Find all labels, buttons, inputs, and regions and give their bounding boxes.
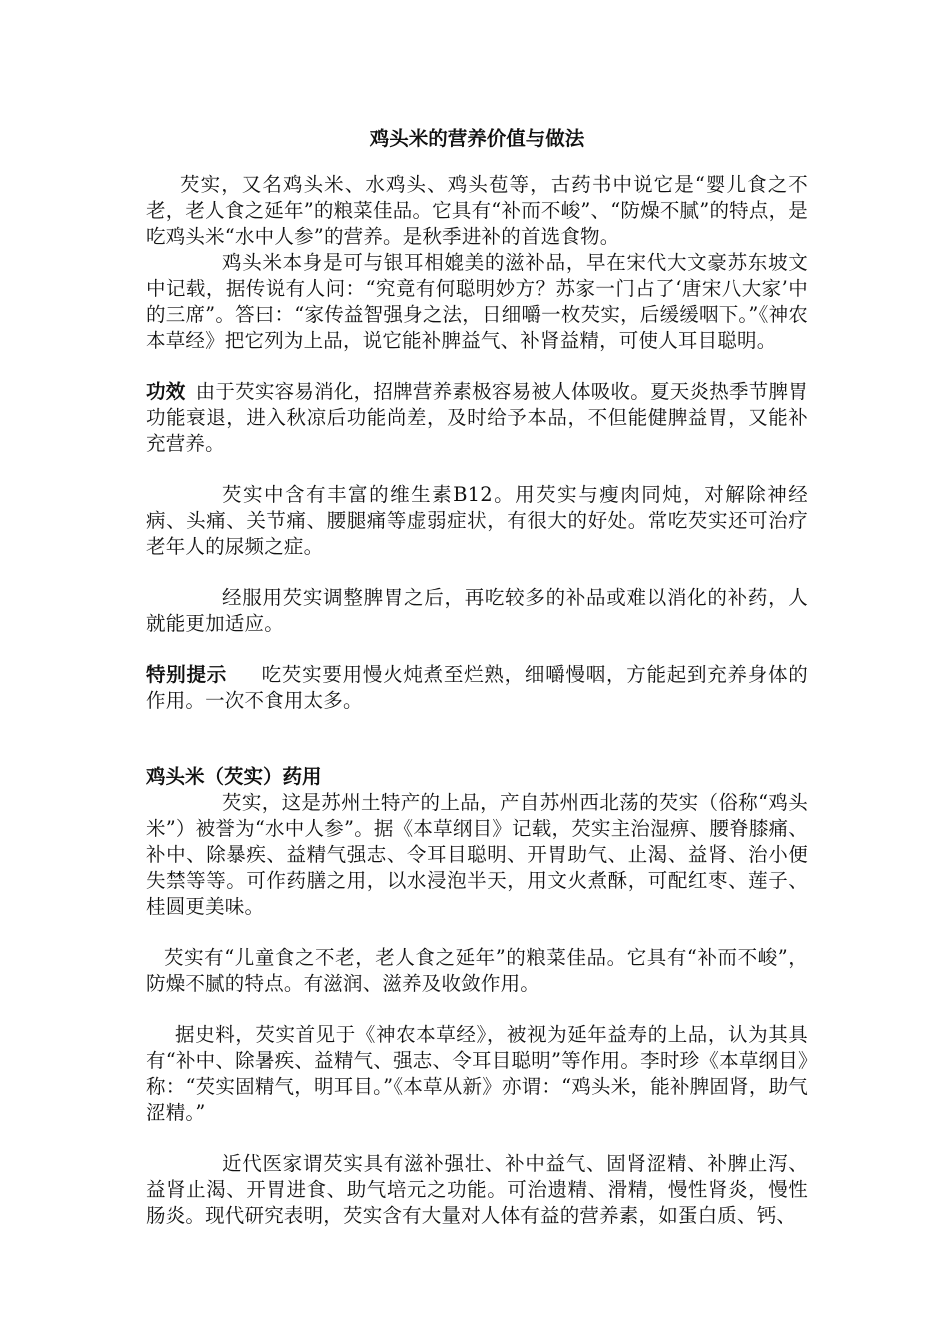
- special-tip-label: 特别提示: [146, 663, 228, 686]
- paragraph-history: 据史料，芡实首见于《神农本草经》，被视为延年益寿的上品，认为其具有“补中、除暑疾、益精气、强志、令耳目聪明”等作用。李时珍《本草纲目》称：“芡实固精气，明耳目。”《本草从新》亦谓：“鸡头米，能补脾固肾，助气涩精。”: [146, 1023, 808, 1124]
- paragraph-special-tip: [146, 662, 808, 714]
- special-tip-text: 吃芡实要用慢火炖煮至烂熟，细嚼慢咽，方能起到充养身体的作用。一次不食用太多。: [146, 663, 808, 712]
- paragraph-su-dongpo: 鸡头米本身是可与银耳相媲美的滋补品，早在宋代大文豪苏东坡文中记载，据传说有人问：“究竟有何聪明妙方？苏家一门占了‘唐宋八大家’中的三席”。答曰：“家传益智强身之法，日细嚼一枚芡实，后缓缓咽下。”《神农本草经》把它列为上品，说它能补脾益气、补肾益精，可使人耳目聪明。: [146, 251, 808, 352]
- paragraph-efficacy: [146, 379, 808, 457]
- paragraph-children: 芡实有“儿童食之不老，老人食之延年”的粮菜佳品。它具有“补而不峻”，防燥不腻的特点。有滋润、滋养及收敛作用。: [146, 946, 808, 995]
- spacer: [146, 714, 808, 764]
- efficacy-text: 由于芡实容易消化，招牌营养素极容易被人体吸收。夏天炎热季节脾胃功能衰退，进入秋凉后功能尚差，及时给予本品，不但能健脾益胃，又能补充营养。: [146, 380, 808, 455]
- spacer: [146, 920, 808, 945]
- document-page: [146, 126, 808, 1229]
- paragraph-modern: 近代医家谓芡实具有滋补强壮、补中益气、固肾涩精、补脾止泻、益肾止渴、开胃进食、助气培元之功能。可治遗精、滑精，慢性肾炎，慢性肠炎。现代研究表明，芡实含有大量对人体有益的营养素，如蛋白质、钙、: [146, 1152, 808, 1227]
- paragraph-intro: 芡实，又名鸡头米、水鸡头、鸡头苞等，古药书中说它是“婴儿食之不老，老人食之延年”的粮菜佳品。它具有“补而不峻”、“防燥不腻”的特点，是吃鸡头米“水中人参”的营养。是秋季进补的首选食物。: [146, 173, 808, 248]
- spacer: [146, 1126, 808, 1151]
- spacer: [146, 354, 808, 379]
- section-heading-medicinal: 鸡头米（芡实）药用: [146, 765, 322, 788]
- paragraph-adjust: 经服用芡实调整脾胃之后，再吃较多的补品或难以消化的补药，人就能更加适应。: [146, 586, 808, 635]
- paragraph-vitamin: 芡实中含有丰富的维生素B12。用芡实与瘦肉同炖，对解除神经病、头痛、关节痛、腰腿痛等虚弱症状，有很大的好处。常吃芡实还可治疗老年人的尿频之症。: [146, 483, 808, 558]
- document-title: 鸡头米的营养价值与做法: [369, 127, 585, 150]
- spacer: [146, 560, 808, 585]
- spacer: [146, 457, 808, 482]
- spacer: [146, 997, 808, 1022]
- spacer: [146, 637, 808, 662]
- efficacy-label: 功效: [146, 380, 186, 403]
- paragraph-suzhou: 芡实，这是苏州土特产的上品，产自苏州西北荡的芡实（俗称“鸡头米”）被誉为“水中人参”。据《本草纲目》记载，芡实主治湿痹、腰脊膝痛、补中、除暴疾、益精气强志、令耳目聪明、开胃助气、止渴、益肾、治小便失禁等等。可作药膳之用，以水浸泡半天，用文火煮酥，可配红枣、莲子、桂圆更美味。: [146, 791, 808, 918]
